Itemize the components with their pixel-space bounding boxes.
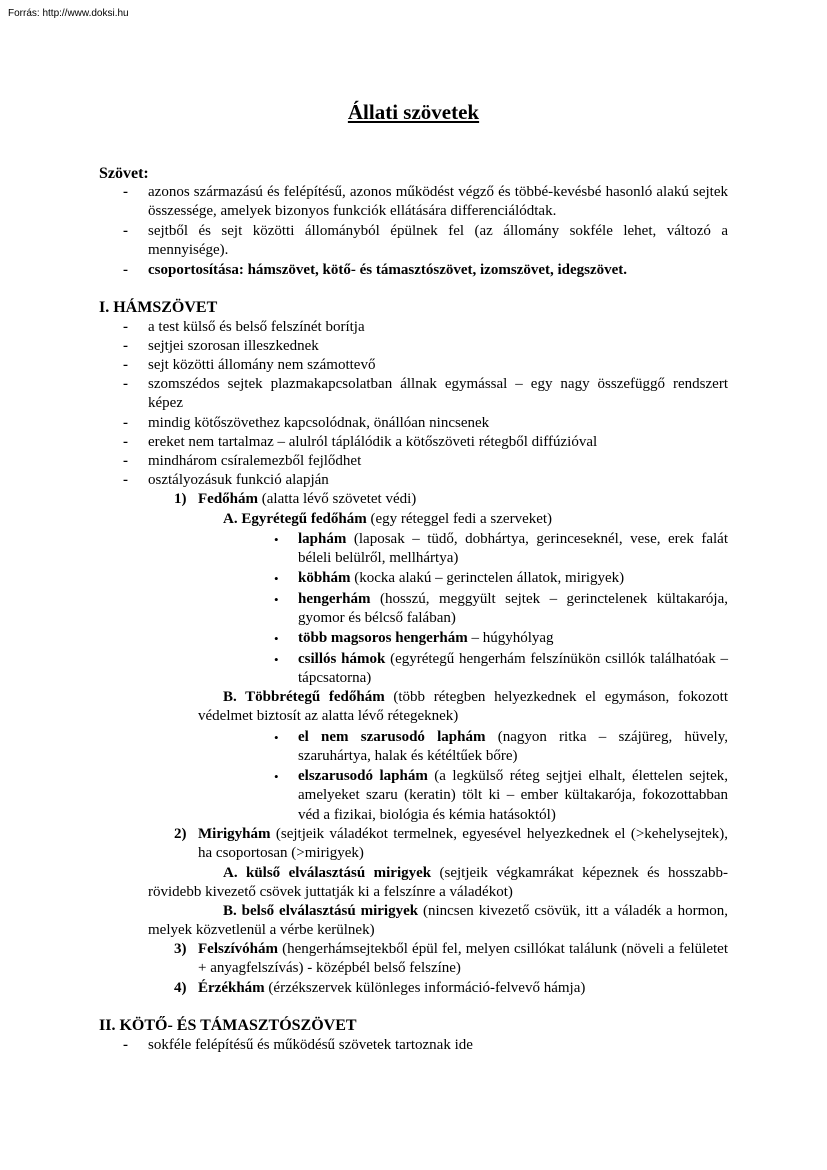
belso-mirigy-name: B. belső elválasztású mirigyek <box>223 903 419 919</box>
intro-item: sejtből és sejt közötti állományból épülnek fel (az állomány sokféle lehet, változó a mennyisége). <box>148 223 728 259</box>
egyretegu-desc: (egy réteggel fedi a szerveket) <box>366 511 553 527</box>
intro-item: azonos származású és felépítésű, azonos működést végző és többé-kevésbé hasonló alakú sejtek összessége, amelyek bizonyos funkciók ellátására differenciálódtak. <box>148 184 728 220</box>
mirigyham-line <box>198 825 728 864</box>
egyretegu-line <box>223 510 728 529</box>
section1-heading: I. HÁMSZÖVET <box>99 299 218 316</box>
list-item: sejt közötti állomány nem számottevő <box>148 357 376 373</box>
dash-marker: - <box>123 338 128 354</box>
term: el nem szarusodó laphám <box>298 729 486 745</box>
bullet-marker: • <box>274 730 279 745</box>
term: laphám <box>298 531 347 547</box>
item-number: 1) <box>174 491 187 507</box>
list-item: szomszédos sejtek plazmakapcsolatban állnak egymással – egy nagy összefüggő rendszert képez <box>148 376 728 412</box>
list-item: mindig kötőszövethez kapcsolódnak, önállóan nincsenek <box>148 415 490 431</box>
term-desc: (kocka alakú – gerinctelen állatok, mirigyek) <box>350 570 625 586</box>
dash-marker: - <box>123 357 128 373</box>
list-item: a test külső és belső felszínét borítja <box>148 319 365 335</box>
tobbretegu-desc: (több rétegben helyezkednek el egymáson, fokozott védelmet biztosít az alatta lévő rétegeknek) <box>198 689 728 725</box>
term-desc: – húgyhólyag <box>467 630 554 646</box>
kulso-mirigy-name: A. külső elválasztású mirigyek <box>223 865 432 881</box>
term: több magsoros hengerhám <box>298 630 468 646</box>
term-desc: (egyrétegű hengerhám felszínükön csillók találhatóak – tápcsatorna) <box>298 651 728 687</box>
item-number: 4) <box>174 980 187 996</box>
item-number: 2) <box>174 826 187 842</box>
erzekham-name: Érzékhám <box>198 980 265 996</box>
term-desc: (a legkülső réteg sejtjei elhalt, élettelen sejtek, amelyeket szaru (keratin) tölt ki – ember kültakarója, fokozottabban véd a fizikai, biológia és kémia hatásoktól) <box>298 768 728 823</box>
section2-heading: II. KÖTŐ- ÉS TÁMASZTÓSZÖVET <box>99 1017 357 1034</box>
list-item: sokféle felépítésű és működésű szövetek tartoznak ide <box>148 1037 473 1053</box>
term: hengerhám <box>298 591 371 607</box>
bullet-marker: • <box>274 631 279 646</box>
dash-marker: - <box>123 1037 128 1053</box>
felszivoham-line <box>198 940 728 979</box>
kulso-mirigy-line <box>148 864 728 903</box>
dash-marker: - <box>123 376 128 392</box>
bullet-marker: • <box>274 571 279 586</box>
list-item: sejtjei szorosan illeszkednek <box>148 338 319 354</box>
list-item <box>298 629 728 648</box>
term: elszarusodó laphám <box>298 768 428 784</box>
mirigyham-name: Mirigyhám <box>198 826 271 842</box>
mirigyham-desc: (sejtjeik váladékot termelnek, egyesével helyezkednek el (>kehelysejtek), ha csoportosan (>mirigyek) <box>198 826 728 862</box>
tobbretegu-name: B. Többrétegű fedőhám <box>223 689 385 705</box>
erzekham-desc: (érzékszervek különleges információ-felvevő hámja) <box>264 980 586 996</box>
dash-marker: - <box>123 262 128 278</box>
egyretegu-name: A. Egyrétegű fedőhám <box>223 511 367 527</box>
bullet-marker: • <box>274 592 279 607</box>
source-label: Forrás: http://www.doksi.hu <box>8 8 129 19</box>
item-number: 3) <box>174 941 187 957</box>
tobbretegu-line <box>198 688 728 727</box>
term: köbhám <box>298 570 351 586</box>
dash-marker: - <box>123 453 128 469</box>
belso-mirigy-desc: (nincsen kivezető csövük, itt a váladék a hormon, melyek közvetlenül a vérbe kerülnek) <box>148 903 728 939</box>
term: csillós hámok <box>298 651 386 667</box>
felszivoham-name: Felszívóhám <box>198 941 278 957</box>
term-desc: (laposak – tüdő, dobhártya, gerinceseknél, vese, erek falát béleli belülről, mellhártya) <box>298 531 728 567</box>
list-item <box>298 530 728 569</box>
intro-heading: Szövet: <box>99 165 149 182</box>
list-item <box>298 590 728 629</box>
term-desc: (nagyon ritka – szájüreg, hüvely, szaruhártya, halak és kétéltűek bőre) <box>298 729 729 765</box>
list-item: ereket nem tartalmaz – alulról táplálódik a kötőszöveti rétegből diffúzióval <box>148 434 598 450</box>
list-item: mindhárom csíralemezből fejlődhet <box>148 453 362 469</box>
kulso-mirigy-desc: (sejtjeik végkamrákat képeznek és hosszabb-rövidebb kivezető csövek juttatják ki a felszínre a váladékot) <box>148 865 728 901</box>
bullet-marker: • <box>274 532 279 547</box>
bullet-marker: • <box>274 769 279 784</box>
dash-marker: - <box>123 184 128 200</box>
dash-marker: - <box>123 472 128 488</box>
list-item <box>298 767 728 825</box>
felszivoham-desc: (hengerhámsejtekből épül fel, melyen csillókat találunk (növeli a felületet + anyagfelszívás) - középbél belső felszíne) <box>198 941 728 977</box>
page-title: Állati szövetek <box>347 100 480 124</box>
belso-mirigy-line <box>148 902 728 941</box>
bullet-marker: • <box>274 652 279 667</box>
list-item <box>298 728 728 767</box>
list-item <box>298 569 728 588</box>
list-item <box>298 650 728 689</box>
dash-marker: - <box>123 415 128 431</box>
intro-item: csoportosítása: hámszövet, kötő- és támasztószövet, izomszövet, idegszövet. <box>148 262 628 278</box>
fedohám-name: Fedőhám <box>198 491 258 507</box>
dash-marker: - <box>123 434 128 450</box>
fedohám-line <box>198 490 728 509</box>
list-item: osztályozásuk funkció alapján <box>148 472 329 488</box>
dash-marker: - <box>123 223 128 239</box>
term-desc: (hosszú, meggyült sejtek – gerinctelenek kültakarója, gyomor és bélcső falában) <box>298 591 728 627</box>
dash-marker: - <box>123 319 128 335</box>
erzekham-line <box>198 979 728 998</box>
fedohám-desc: (alatta lévő szövetet védi) <box>258 491 417 507</box>
